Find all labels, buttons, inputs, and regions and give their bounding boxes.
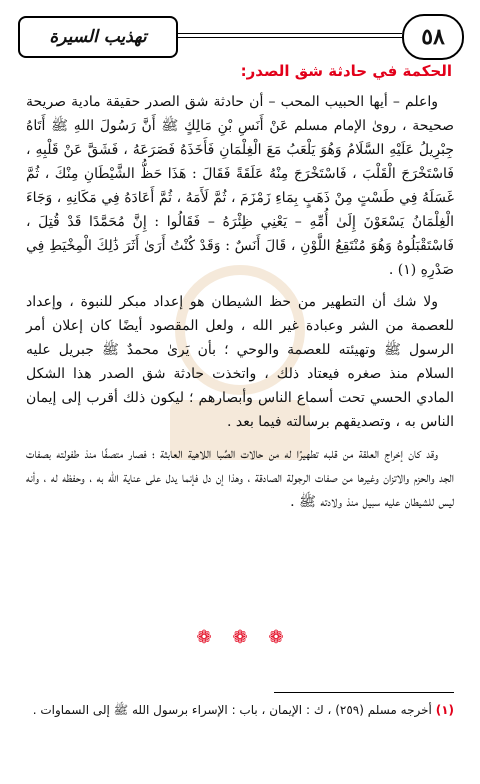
ornament-icon: ❁ [232, 627, 248, 648]
paragraph: واعلم – أيها الحبيب المحب – أن حادثة شق الصدر حقيقة مادية صريحة صحيحة ، روىٰ الإمام مسلم عَنْ أَنَسِ بْنِ مَالِكٍ ﷺ أَنَّ رَسُولَ اللهِ ﷺ أَتَاهُ جِبْرِيلُ عَلَيْهِ السَّلَامُ وَهُوَ يَلْعَبُ مَعَ الْغِلْمَانِ فَأَخَذَهُ فَصَرَعَهُ ، فَشَقَّ عَنْ قَلْبِهِ ، فَاسْتَخْرَجَ الْقَلْبَ ، فَاسْتَخْرَجَ مِنْهُ عَلَقَةً فَقَالَ : هَذَا حَظُّ الشَّيْطَانِ مِنْكَ ، ثُمَّ غَسَلَهُ فِي طَسْتٍ مِنْ ذَهَبٍ بِمَاءِ زَمْزَمَ ، ثُمَّ لَأَمَهُ ، ثُمَّ أَعَادَهُ فِي مَكَانِهِ ، وَجَاءَ الْغِلْمَانُ يَسْعَوْنَ إِلَىٰ أُمِّهِ – يَعْنِي ظِئْرَهُ – فَقَالُوا : إِنَّ مُحَمَّدًا قَدْ قُتِلَ ، فَاسْتَقْبَلُوهُ وَهُوَ مُنْتَقِعُ اللَّوْنِ ، قَالَ أَنَسٌ : وَقَدْ كُنْتُ أَرَىٰ أَثَرَ ذَٰلِكَ الْمِخْيَطِ فِي صَدْرِهِ (١) . [26, 94, 454, 278]
book-title-ornament: تهذيب السيرة [18, 16, 178, 58]
section-separator [0, 628, 480, 648]
ornament-icon: ❁ [196, 627, 212, 648]
header-rule [178, 33, 402, 34]
footnote-divider [274, 692, 454, 693]
section-heading: الحكمة في حادثة شق الصدر: [240, 62, 452, 80]
footnote-text: أخرجه مسلم (٢٥٩) ، ك : الإيمان ، باب : الإسراء برسول الله ﷺ إلى السماوات . [32, 703, 432, 717]
page-number: ٥٨ [402, 14, 464, 60]
header-rule [178, 37, 402, 38]
page-header [12, 14, 468, 58]
paragraph: ولا شك أن التطهير من حظ الشيطان هو إعداد مبكر للنبوة ، وإعداد للعصمة من الشر وعبادة غير الله ، ولعل المقصود أيضًا كان إعلان أمر الرسول ﷺ وتهيئته للعصمة والوحي ؛ بأن يَرىٰ محمدٌ ﷺ جبريل عليه السلام منذ صغره فيعتاد ذلك ، واتخذت حادثة شق الصدر هذا الشكل المادي الحسي تحت أسماع الناس وأبصارهم ؛ ليكون ذلك أقرب إلى إيمان الناس به ، وتصديقهم برسالته فيما بعد . [26, 294, 454, 430]
footnote-marker: (١) [435, 703, 454, 717]
body-text [26, 90, 454, 522]
paragraph: وقد كان إخراج العلقة من قلبه تطهيرًا له من حالات الصِّبا اللاهية العابثة ؛ فصار متصفًا منذ طفولته بصفات الجد والحزم والاتزان وغيرها من صفات الرجولة الصادقة ، وهذا إن دل فإنما يدل على عناية الله به ، وحفظه له ، وأنه ليس للشيطان عليه سبيل منذ ولادته ﷺ . [26, 446, 454, 510]
footnote [26, 703, 454, 720]
ornament-icon: ❁ [268, 627, 284, 648]
